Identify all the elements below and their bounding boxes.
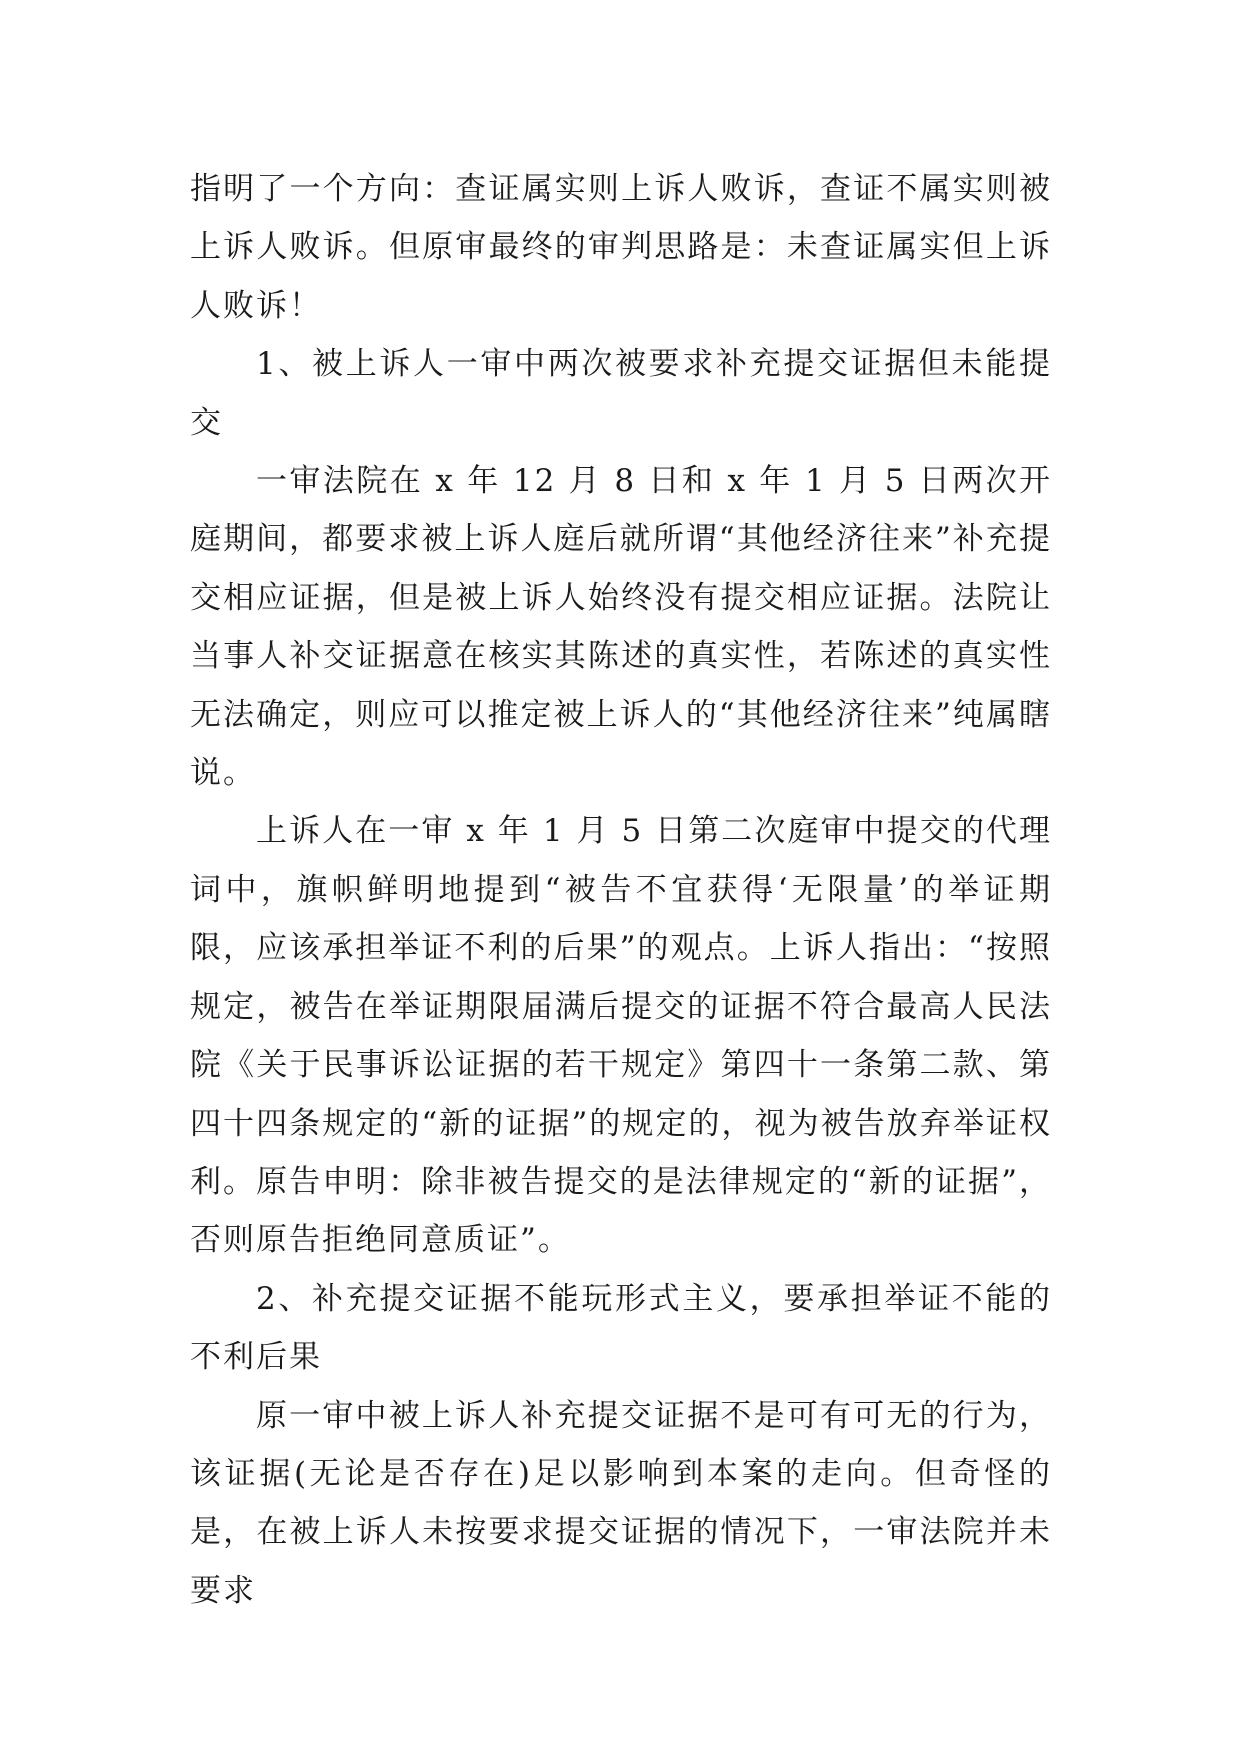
paragraph-2-heading: 1、被上诉人一审中两次被要求补充提交证据但未能提交: [190, 346, 1052, 441]
paragraph-6: 原一审中被上诉人补充提交证据不是可有可无的行为，该证据(无论是否存在)足以影响到本案的走向。但奇怪的是，在被上诉人未按要求提交证据的情况下，一审法院并未要求: [190, 1397, 1052, 1609]
paragraph-5-heading: 2、补充提交证据不能玩形式主义，要承担举证不能的不利后果: [190, 1280, 1052, 1376]
document-body: [190, 160, 1052, 1620]
paragraph-4: 上诉人在一审 x 年 1 月 5 日第二次庭审中提交的代理词中，旗帜鲜明地提到“被告不宜获得‘无限量’的举证期限，应该承担举证不利的后果”的观点。上诉人指出：“按照规定，被告在举证期限届满后提交的证据不符合最高人民法院《关于民事诉讼证据的若干规定》第四十一条第二款、第四十四条规定的“新的证据”的规定的，视为被告放弃举证权利。原告申明：除非被告提交的是法律规定的“新的证据”，否则原告拒绝同意质证”。: [190, 813, 1052, 1259]
paragraph-3: 一审法院在 x 年 12 月 8 日和 x 年 1 月 5 日两次开庭期间，都要求被上诉人庭后就所谓“其他经济往来”补充提交相应证据，但是被上诉人始终没有提交相应证据。法院让当事人补交证据意在核实其陈述的真实性，若陈述的真实性无法确定，则应可以推定被上诉人的“其他经济往来”纯属瞎说。: [190, 463, 1052, 792]
paragraph-1: 指明了一个方向：查证属实则上诉人败诉，查证不属实则被上诉人败诉。但原审最终的审判思路是：未查证属实但上诉人败诉！: [190, 171, 1052, 324]
